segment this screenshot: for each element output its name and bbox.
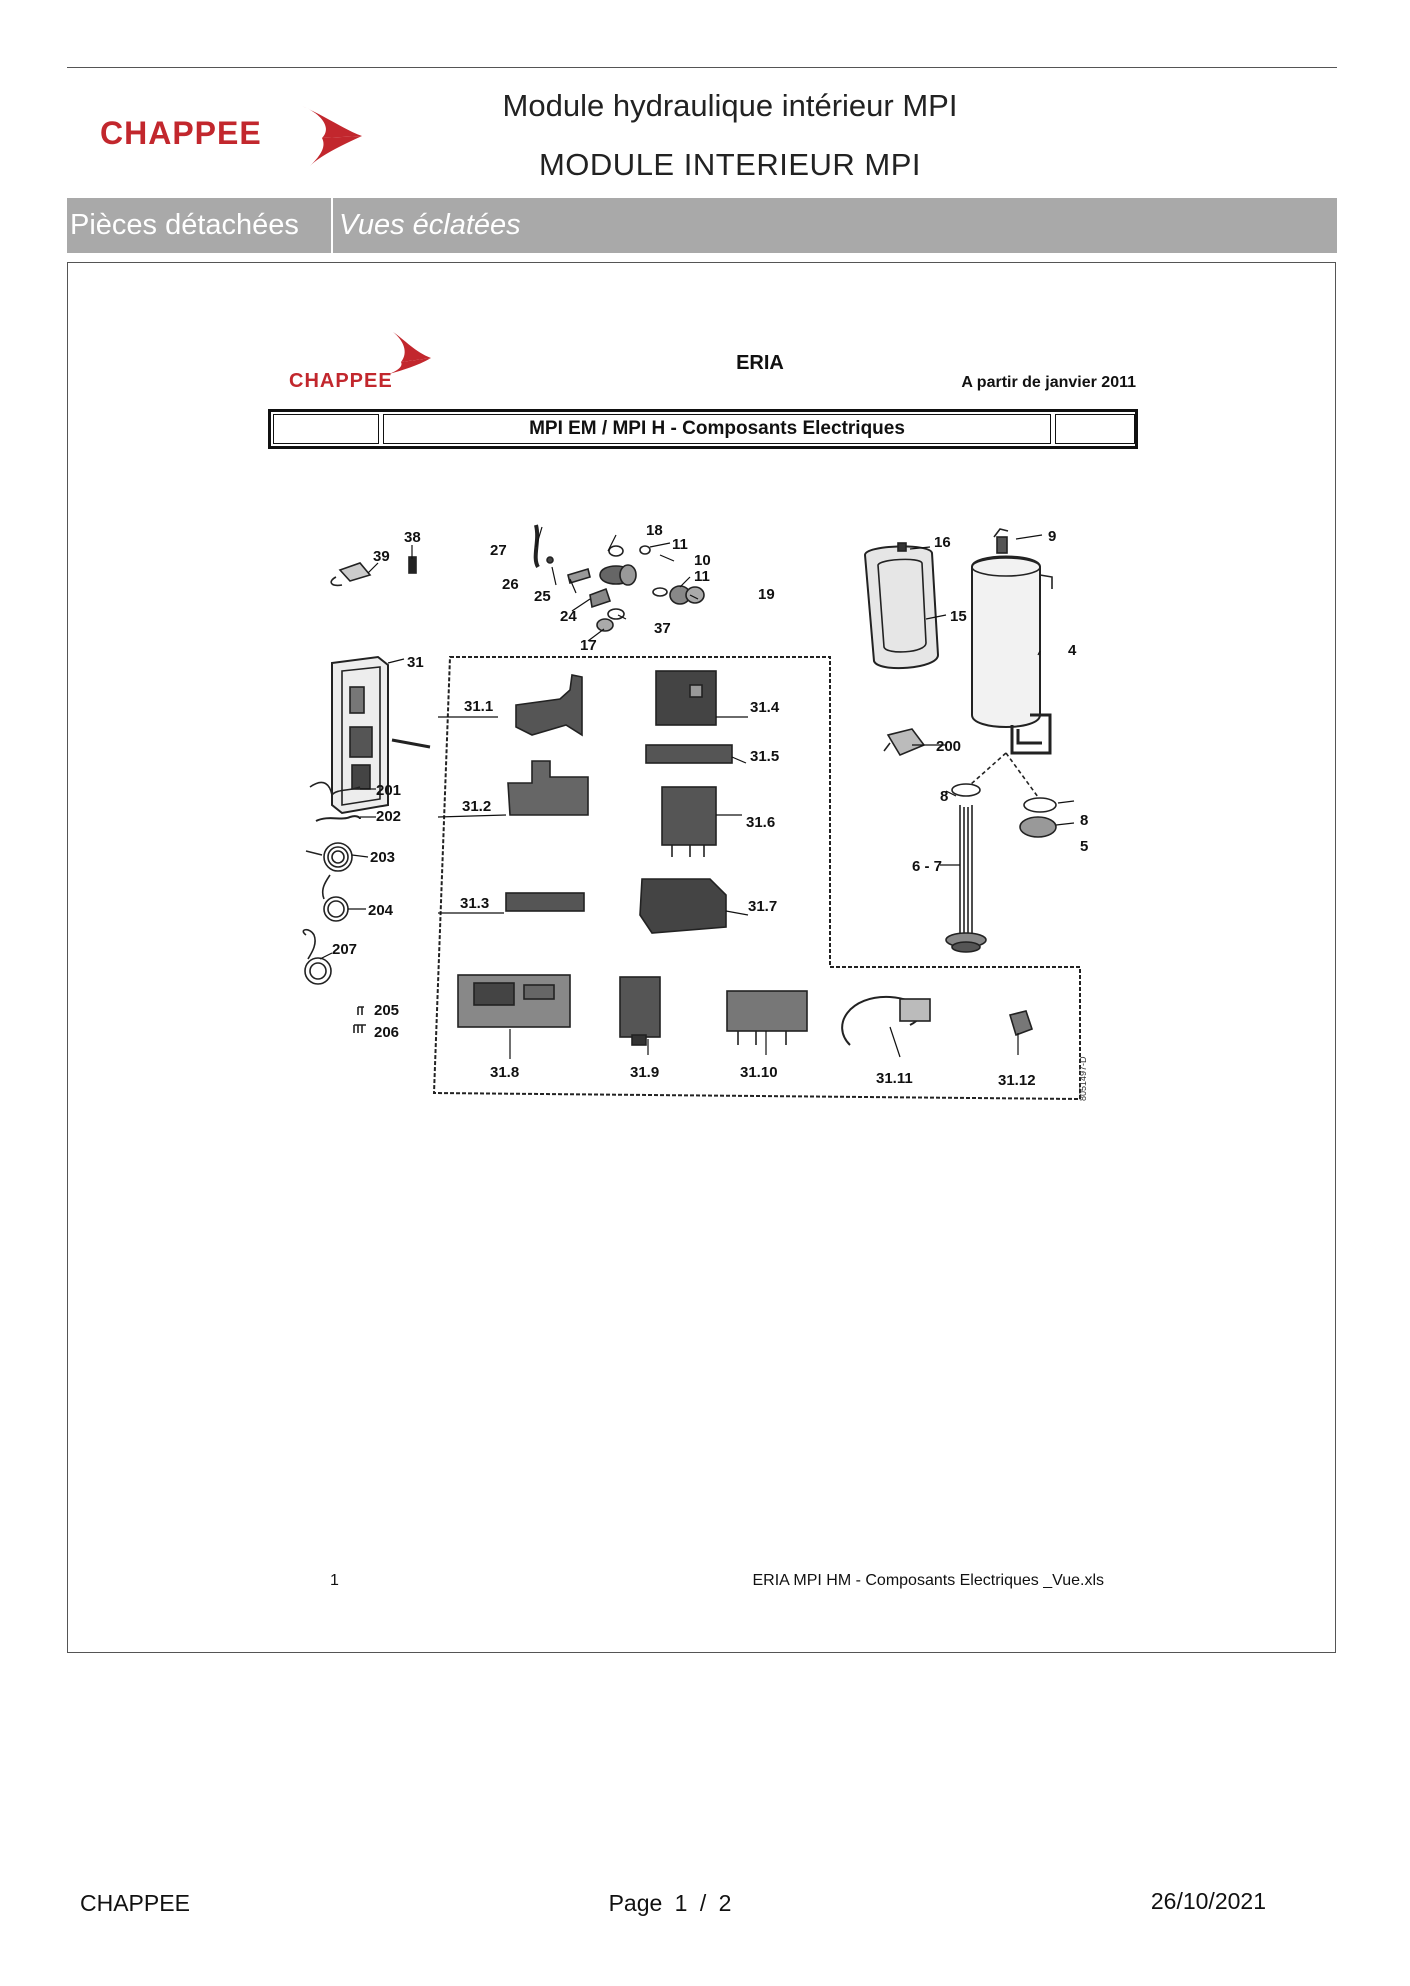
table-cell-left	[273, 414, 379, 444]
part-label-18: 18	[646, 522, 663, 539]
chappee-logo	[100, 100, 370, 168]
part-label-31: 31	[407, 654, 424, 671]
part-label-31-8: 31.8	[490, 1064, 520, 1081]
part-label-31-2: 31.2	[462, 798, 492, 815]
diagram-code: 8051497-D	[1078, 1056, 1088, 1101]
part-label-205: 205	[374, 1002, 400, 1019]
part-label-38: 38	[404, 529, 421, 546]
part-label-11-bottom: 11	[694, 568, 710, 585]
part-label-15: 15	[950, 608, 967, 625]
table-cell-right	[1055, 414, 1135, 444]
part-label-202: 202	[376, 808, 402, 825]
sheet-chappee-logo	[285, 328, 445, 393]
part-label-39: 39	[373, 548, 390, 565]
top-rule	[67, 67, 1337, 68]
section-label: Pièces détachées	[67, 198, 333, 253]
part-label-25: 25	[534, 588, 551, 605]
part-label-201: 201	[376, 782, 402, 799]
part-label-10: 10	[694, 552, 711, 569]
part-label-31-10: 31.10	[740, 1064, 778, 1081]
part-label-31-12: 31.12	[998, 1072, 1036, 1089]
part-label-203: 203	[370, 849, 396, 866]
part-label-31-5: 31.5	[750, 748, 780, 765]
exploded-diagram	[270, 515, 1110, 1115]
part-label-31-7: 31.7	[748, 898, 778, 915]
part-label-8-right: 8	[1080, 812, 1089, 829]
part-label-4: 4	[1068, 642, 1077, 659]
section-view-label: Vues éclatées	[339, 209, 521, 241]
part-label-11-top: 11	[672, 536, 688, 553]
svg-text:CHAPPEE: CHAPPEE	[100, 115, 262, 151]
part-label-24: 24	[560, 608, 577, 625]
footer-page-number: Page 1 / 2	[608, 1890, 732, 1916]
part-label-37: 37	[654, 620, 671, 637]
part-label-206: 206	[374, 1024, 400, 1041]
section-band	[67, 198, 1337, 253]
part-label-8-left: 8	[940, 788, 949, 805]
part-label-19: 19	[758, 586, 775, 603]
part-label-200: 200	[936, 738, 962, 755]
part-label-16: 16	[934, 534, 951, 551]
part-label-17: 17	[580, 637, 597, 654]
part-label-5: 5	[1080, 838, 1089, 855]
part-label-6-7: 6 - 7	[912, 858, 943, 875]
sheet-page-number: 1	[330, 1572, 339, 1589]
page-subtitle: MODULE INTERIEUR MPI	[538, 147, 922, 182]
part-label-9: 9	[1048, 528, 1057, 545]
part-label-204: 204	[368, 902, 394, 919]
part-label-31-11: 31.11	[876, 1070, 913, 1087]
sheet-date: A partir de janvier 2011	[961, 374, 1136, 391]
sheet-title-table	[268, 409, 1138, 449]
footer-brand: CHAPPEE	[80, 1890, 190, 1916]
part-label-31-9: 31.9	[630, 1064, 660, 1081]
part-label-31-1: 31.1	[464, 698, 494, 715]
part-label-26: 26	[502, 576, 519, 593]
footer-date: 26/10/2021	[1150, 1888, 1266, 1914]
part-label-31-6: 31.6	[746, 814, 776, 831]
part-label-31-3: 31.3	[460, 895, 490, 912]
page-title: Module hydraulique intérieur MPI	[502, 88, 958, 123]
part-label-31-4: 31.4	[750, 699, 780, 716]
sheet-filename: ERIA MPI HM - Composants Electriques _Vue.xls	[752, 1572, 1104, 1589]
table-cell-title: MPI EM / MPI H - Composants Electriques	[383, 414, 1051, 444]
sheet-title: ERIA	[736, 352, 784, 374]
part-label-27: 27	[490, 542, 507, 559]
svg-text:CHAPPEE: CHAPPEE	[289, 370, 393, 392]
part-label-207: 207	[332, 941, 358, 958]
